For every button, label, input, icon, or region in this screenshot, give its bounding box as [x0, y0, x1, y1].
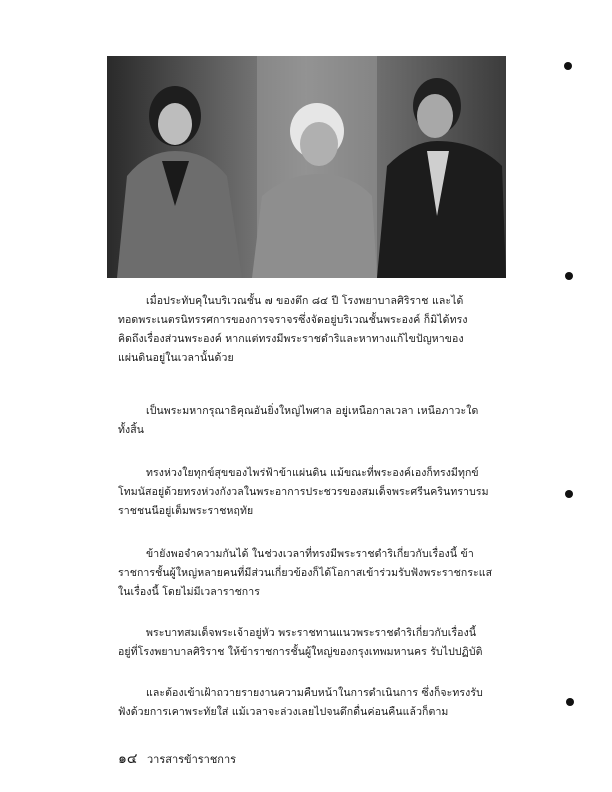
- text-line: ข้ายังพอจำความกันได้ ในช่วงเวลาที่ทรงมีพระราชดำริเกี่ยวกับเรื่องนี้ ข้า: [146, 548, 474, 560]
- photo-illustration: [107, 56, 506, 278]
- paragraph-2: [118, 402, 513, 440]
- margin-dot: [566, 698, 574, 706]
- photograph: [107, 56, 506, 278]
- publication-name: วารสารข้าราชการ: [146, 753, 237, 766]
- margin-dot: [565, 272, 573, 280]
- text-line: ทอดพระเนตรนิทรรศการของการจราจรซึ่งจัดอยู่บริเวณชั้นพระองค์ ก็มิได้ทรง: [118, 314, 468, 326]
- margin-dot: [565, 490, 573, 498]
- text-line: อยู่ที่โรงพยาบาลศิริราช ให้ข้าราชการชั้นผู้ใหญ่ของกรุงเทพมหานคร รับไปปฏิบัติ: [118, 646, 483, 658]
- text-line: ในเรื่องนี้ โดยไม่มีเวลาราชการ: [118, 586, 260, 598]
- text-line: พระบาทสมเด็จพระเจ้าอยู่หัว พระราชทานแนวพระราชดำริเกี่ยวกับเรื่องนี้: [146, 627, 477, 639]
- text-line: ราชการชั้นผู้ใหญ่หลายคนที่มีส่วนเกี่ยวข้องก็ได้โอกาสเข้าร่วมรับฟังพระราชกระแส: [118, 567, 493, 579]
- text-line: และต้องเข้าเฝ้าถวายรายงานความคืบหน้าในการดำเนินการ ซึ่งก็จะทรงรับ: [146, 687, 483, 699]
- text-line: แผ่นดินอยู่ในเวลานั้นด้วย: [118, 352, 234, 364]
- text-line: ทั้งสิ้น: [118, 424, 145, 436]
- paragraph-6: [118, 684, 513, 722]
- text-line: ฟังด้วยการเคาพระทัยใส่ แม้เวลาจะล่วงเลยไปจนดึกดื่นค่อนคืนแล้วก็ตาม: [118, 706, 449, 718]
- margin-dot: [564, 62, 572, 70]
- paragraph-5: [118, 624, 513, 662]
- page-footer: [118, 748, 236, 770]
- paragraph-4: [118, 545, 513, 602]
- text-line: โทมนัสอยู่ด้วยทรงห่วงกังวลในพระอาการประชวรของสมเด็จพระศรีนครินทราบรม: [118, 486, 489, 498]
- text-line: เป็นพระมหากรุณาธิคุณอันยิ่งใหญ่ไพศาล อยู่เหนือกาลเวลา เหนือภาวะใด: [146, 405, 479, 417]
- page-number: ๑๔: [118, 751, 138, 767]
- text-line: เมื่อประทับคุในบริเวณชั้น ๗ ของตึก ๘๔ ปี โรงพยาบาลศิริราช และได้: [146, 295, 464, 307]
- text-line: ทรงห่วงใยทุกข์สุขของไพร่ฟ้าข้าแผ่นดิน แม้ขณะที่พระองค์เองก็ทรงมีทุกข์: [146, 467, 479, 479]
- paragraph-1: [118, 292, 513, 368]
- paragraph-3: [118, 464, 513, 521]
- text-line: ราชชนนีอยู่เต็มพระราชหฤทัย: [118, 505, 254, 517]
- text-line: คิดถึงเรื่องส่วนพระองค์ หากแต่ทรงมีพระราชดำริและหาทางแก้ไขปัญหาของ: [118, 333, 464, 345]
